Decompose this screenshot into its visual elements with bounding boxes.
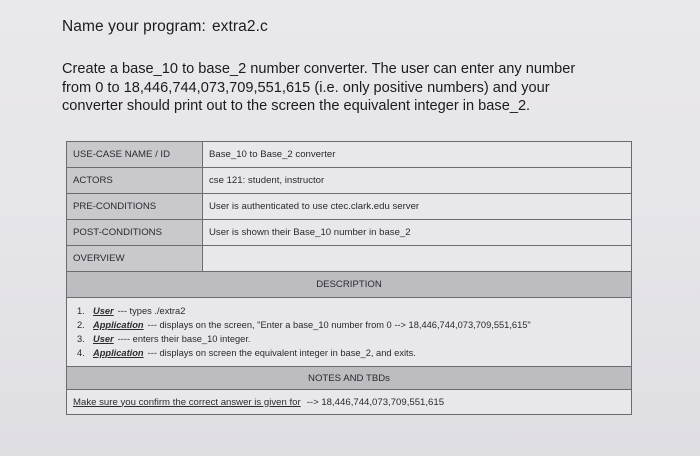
row-label: PRE-CONDITIONS xyxy=(67,194,203,220)
notes-link[interactable]: Make sure you confirm the correct answer is given for xyxy=(73,396,301,408)
step-text: --- displays on the screen, "Enter a base_10 number from 0 --> 18,446,744,073,709,551,615" xyxy=(147,320,531,330)
table-row xyxy=(67,220,632,246)
notes-text: --> 18,446,744,073,709,551,615 xyxy=(306,396,445,408)
description-cell xyxy=(67,298,632,367)
row-value: User is authenticated to use ctec.clark.edu server xyxy=(203,194,632,220)
step-actor: Application xyxy=(93,348,144,358)
table-row xyxy=(67,168,632,194)
step-actor: User xyxy=(93,334,114,344)
step-number: 1. xyxy=(77,306,85,316)
step-text: --- types ./extra2 xyxy=(117,306,186,316)
list-item xyxy=(73,332,625,346)
notes-header: NOTES AND TBDs xyxy=(67,367,632,390)
intro-line: converter should print out to the screen the equivalent integer in base_2. xyxy=(62,98,531,114)
row-label: USE-CASE NAME / ID xyxy=(67,142,203,168)
list-item xyxy=(73,346,625,360)
page-title xyxy=(62,18,268,36)
description-header-row xyxy=(67,272,632,298)
notes-cell xyxy=(67,390,632,415)
row-value: User is shown their Base_10 number in base_2 xyxy=(203,220,632,246)
use-case-table xyxy=(66,141,632,415)
assignment-description xyxy=(62,60,662,116)
table-row xyxy=(67,194,632,220)
list-item xyxy=(73,318,625,332)
intro-line: Create a base_10 to base_2 number converter. The user can enter any number xyxy=(62,61,576,77)
step-actor: User xyxy=(93,306,114,316)
description-steps xyxy=(73,304,625,360)
step-number: 4. xyxy=(77,348,85,358)
row-value: cse 121: student, instructor xyxy=(203,168,632,194)
program-name-label: Name your program: xyxy=(62,18,206,35)
row-value: Base_10 to Base_2 converter xyxy=(203,142,632,168)
step-text: --- displays on screen the equivalent integer in base_2, and exits. xyxy=(147,348,416,358)
program-name-value: extra2.c xyxy=(211,18,268,35)
row-label: OVERVIEW xyxy=(67,246,203,272)
step-actor: Application xyxy=(93,320,144,330)
step-number: 2. xyxy=(77,320,85,330)
notes-row xyxy=(67,390,632,415)
description-header: DESCRIPTION xyxy=(67,272,632,298)
intro-line: from 0 to 18,446,744,073,709,551,615 (i.e. only positive numbers) and your xyxy=(62,79,550,96)
step-text: ---- enters their base_10 integer. xyxy=(117,334,251,344)
row-value xyxy=(203,246,632,272)
step-number: 3. xyxy=(77,334,85,344)
description-row xyxy=(67,298,632,367)
row-label: POST-CONDITIONS xyxy=(67,220,203,246)
list-item xyxy=(73,304,625,318)
row-label: ACTORS xyxy=(67,168,203,194)
table-row xyxy=(67,142,632,168)
notes-header-row xyxy=(67,367,632,390)
table-row xyxy=(67,246,632,272)
